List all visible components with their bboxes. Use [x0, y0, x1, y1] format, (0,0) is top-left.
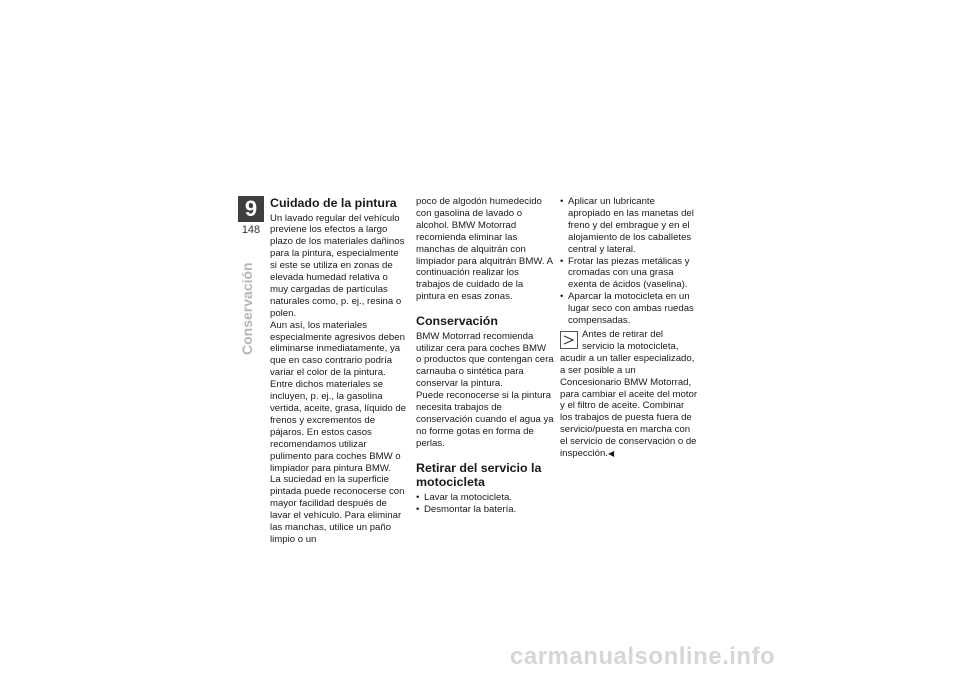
- end-marker-icon: ◀: [608, 449, 615, 459]
- column-1: [270, 196, 408, 546]
- list-item: • Lavar la motocicleta.: [416, 492, 554, 504]
- section-tab: [239, 262, 259, 369]
- heading-conservacion: Conservación: [416, 314, 498, 329]
- list-item: • Aparcar la motocicleta en un lugar seco con ambas ruedas compensadas.: [560, 291, 698, 327]
- page-number: 148: [241, 224, 261, 236]
- watermark: carmanualsonline.info: [510, 643, 776, 670]
- note-block: [560, 329, 698, 460]
- heading-cuidado-pintura: Cuidado de la pintura: [270, 196, 397, 210]
- column-3: [560, 196, 698, 460]
- note-text: Antes de retirar del servicio la motocicleta, acudir a un taller especializado, a ser posible a un Concesionario BMW Motorrad, para cambiar el aceite del motor y el filtro de aceite. Combinar los trabajos de puesta fuera de servicio/puesta en marcha con el servicio de conservación o de inspección.: [560, 328, 698, 460]
- paragraph: Un lavado regular del vehículo previene los efectos a largo plazo de los materiales dañinos para la pintura, especialmente si este se utiliza en zonas de elevada humedad relativa o muy cargadas de partículas naturales como, p. ej., resina o polen.: [270, 212, 405, 319]
- paragraph: Puede reconocerse si la pintura necesita trabajos de conservación cuando el agua ya no forme gotas en forma de perlas.: [416, 390, 554, 449]
- column-2: [416, 196, 554, 516]
- bullet-list: [416, 492, 554, 516]
- paragraph-continuation: poco de algodón humedecido con gasolina de lavado o alcohol. BMW Motorrad recomienda eliminar las manchas de alquitrán con limpiador para alquitrán BMW. A continuación realizar los trabajos de cuidado de la pintura en esas zonas.: [416, 196, 553, 303]
- list-item: • Frotar las piezas metálicas y cromadas con una grasa exenta de ácidos (vaselina).: [560, 256, 698, 292]
- chapter-number: 9: [238, 196, 264, 222]
- heading-retirar-servicio: Retirar del servicio la motocicleta: [416, 460, 542, 490]
- paragraph: La suciedad en la superficie pintada puede reconocerse con mayor facilidad después de lavar el vehículo. Para eliminar las manchas, utilice un paño limpio o un: [270, 474, 405, 545]
- bullet-list: [560, 196, 698, 327]
- list-item: • Aplicar un lubricante apropiado en las manetas del freno y del embrague y en el alojamiento de los caballetes central y lateral.: [560, 196, 698, 256]
- note-icon: [560, 331, 578, 349]
- section-label: Conservación: [239, 262, 255, 355]
- chapter-sidebar: [238, 196, 264, 236]
- paragraph: BMW Motorrad recomienda utilizar cera para coches BMW o productos que contengan cera carnauba o sintética para conservar la pintura.: [416, 330, 554, 390]
- paragraph: Aun así, los materiales especialmente agresivos deben eliminarse inmediatamente, ya que en caso contrario podría variar el color de la pintura. Entre dichos materiales se incluyen, p. ej., la gasolina vertida, aceite, grasa, líquido de frenos y excrementos de pájaros. En estos casos recomendamos utilizar pulimento para coches BMW o limpiador para pintura BMW.: [270, 319, 406, 474]
- list-item: • Desmontar la batería.: [416, 504, 554, 516]
